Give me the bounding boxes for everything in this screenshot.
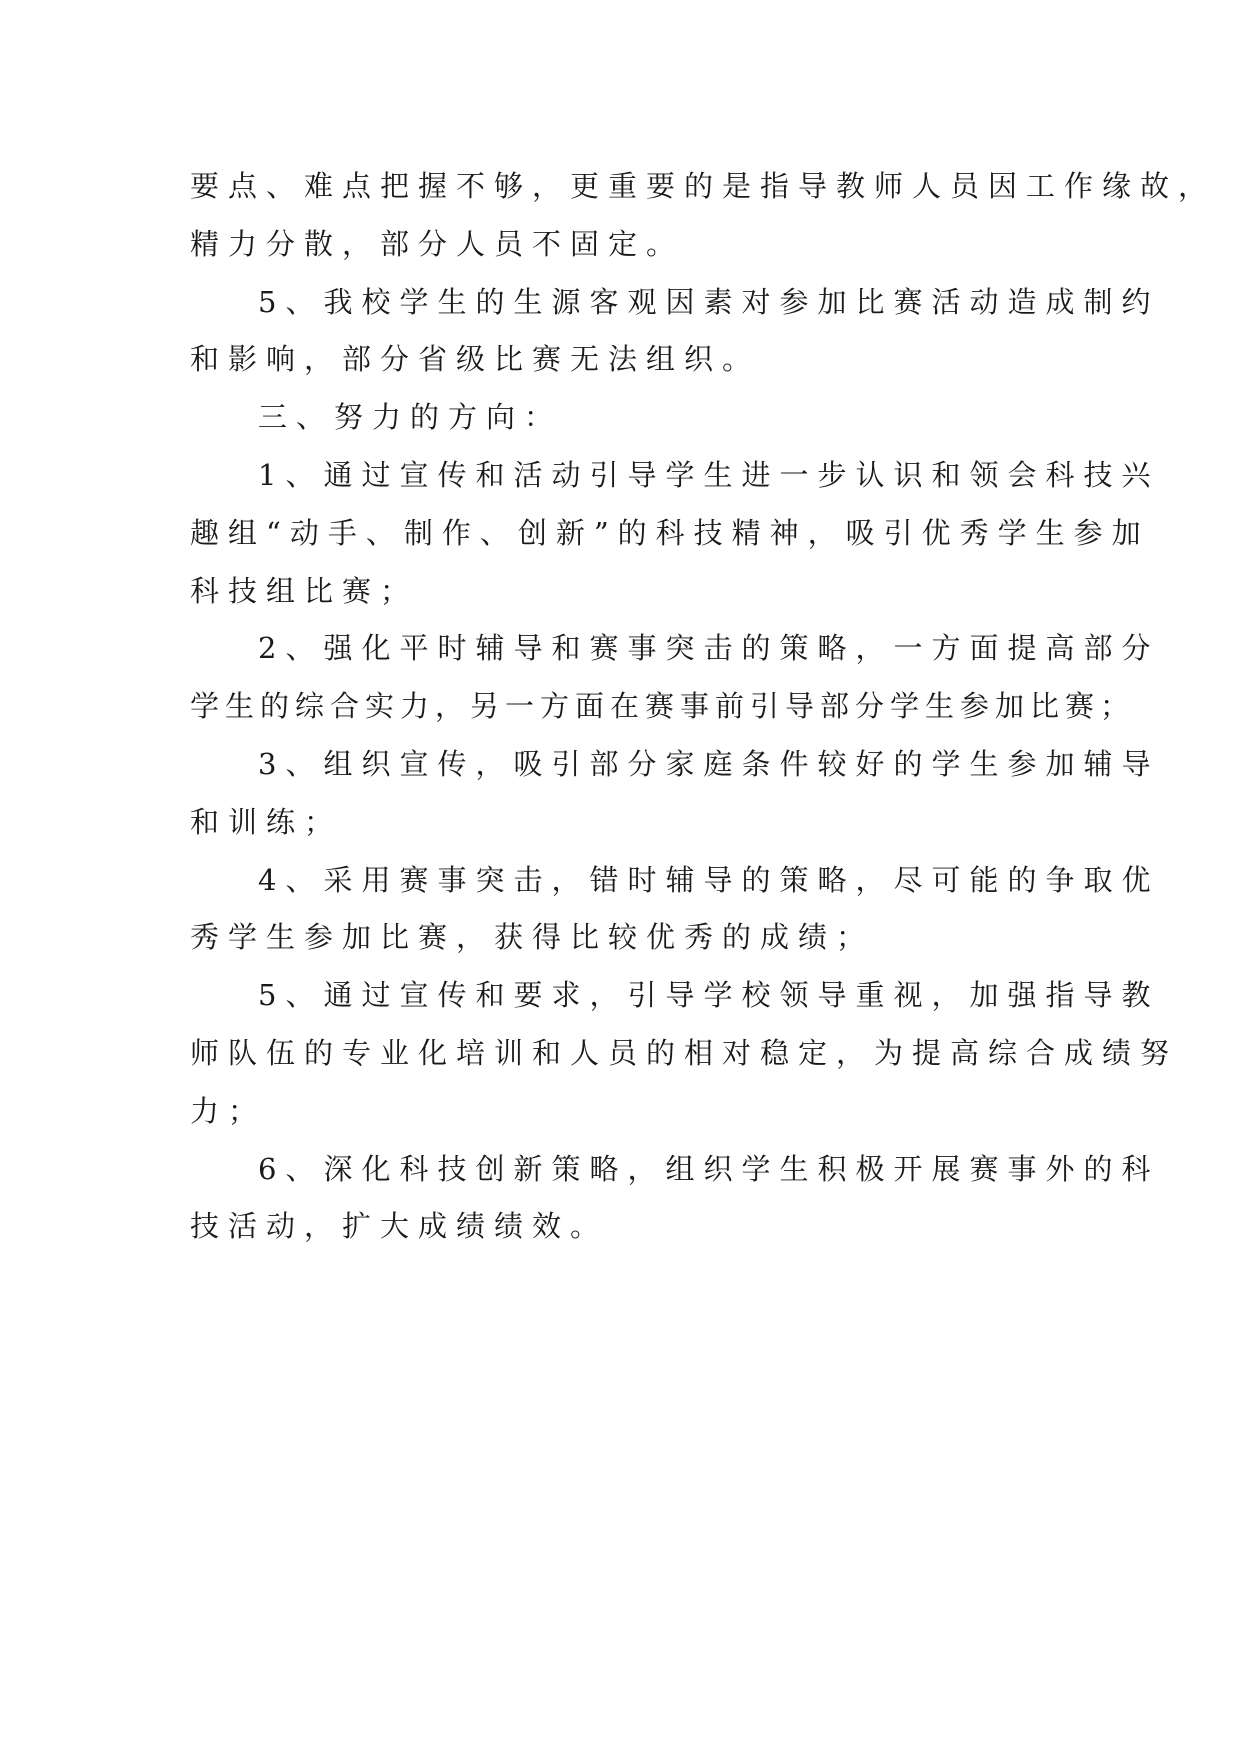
text-line-15: 5、通过宣传和要求，引导学校领导重视，加强指导教: [258, 978, 1160, 1013]
text-line-8: 科技组比赛；: [190, 573, 419, 608]
text-line-9: 2、强化平时辅导和赛事突击的策略，一方面提高部分: [258, 631, 1160, 666]
text-line-10: 学生的综合实力，另一方面在赛事前引导部分学生参加比赛；: [190, 689, 1136, 724]
text-line-12: 和训练；: [190, 804, 343, 839]
text-line-18: 6、深化科技创新策略，组织学生积极开展赛事外的科: [258, 1151, 1160, 1186]
text-line-4: 和影响，部分省级比赛无法组织。: [190, 342, 761, 377]
text-line-14: 秀学生参加比赛，获得比较优秀的成绩；: [190, 920, 875, 955]
text-line-17: 力；: [190, 1093, 267, 1128]
text-line-19: 技活动，扩大成绩绩效。: [190, 1209, 609, 1244]
text-line-11: 3、组织宣传，吸引部分家庭条件较好的学生参加辅导: [258, 746, 1160, 781]
text-line-2: 精力分散，部分人员不固定。: [190, 226, 685, 261]
text-line-1: 要点、难点把握不够，更重要的是指导教师人员因工作缘故，: [190, 169, 1217, 203]
section-heading: 三、努力的方向：: [258, 400, 563, 435]
text-line-13: 4、采用赛事突击，错时辅导的策略，尽可能的争取优: [258, 862, 1160, 897]
text-line-16: 师队伍的专业化培训和人员的相对稳定，为提高综合成绩努: [190, 1035, 1179, 1070]
text-line-6: 1、通过宣传和活动引导学生进一步认识和领会科技兴: [258, 457, 1160, 492]
text-line-3: 5、我校学生的生源客观因素对参加比赛活动造成制约: [258, 284, 1160, 319]
text-line-7: 趣组“动手、制作、创新”的科技精神，吸引优秀学生参加: [190, 515, 1150, 550]
document-body: [190, 158, 1217, 1256]
